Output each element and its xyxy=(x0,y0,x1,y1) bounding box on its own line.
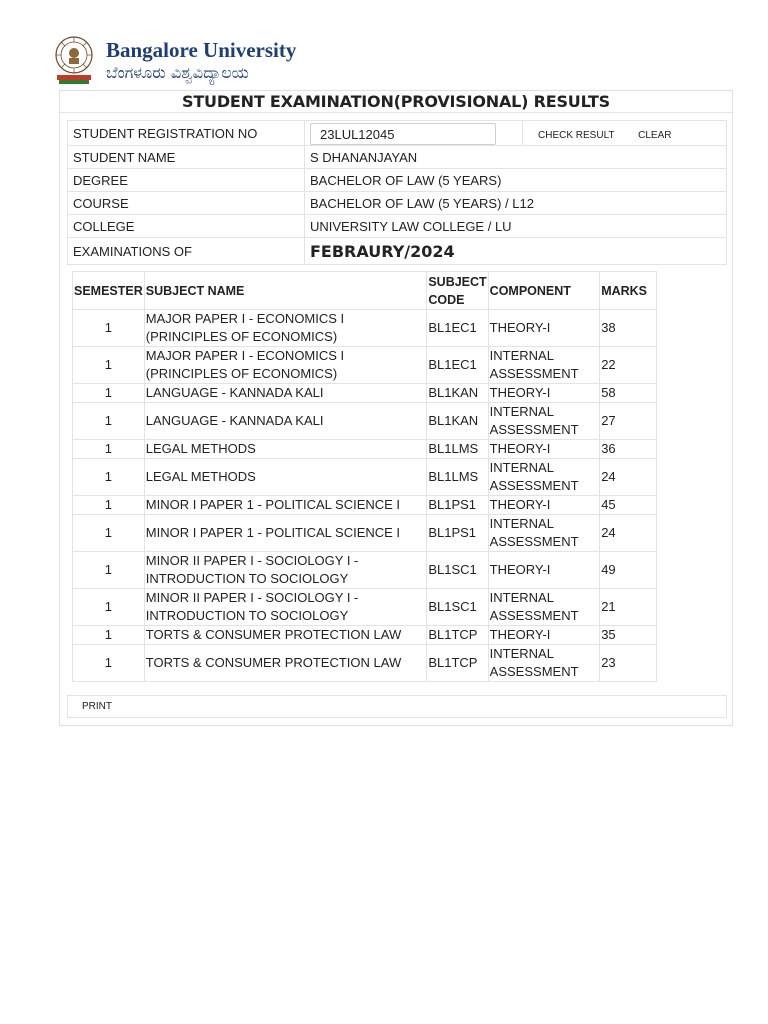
semester-cell: 1 xyxy=(73,496,145,515)
component-cell: THEORY-I xyxy=(488,626,600,645)
marks-cell: 36 xyxy=(600,440,657,459)
table-row xyxy=(73,552,657,589)
table-row xyxy=(73,626,657,645)
page-title: STUDENT EXAMINATION(PROVISIONAL) RESULTS xyxy=(60,91,732,113)
semester-cell: 1 xyxy=(73,552,145,589)
semester-cell: 1 xyxy=(73,384,145,403)
semester-cell: 1 xyxy=(73,347,145,384)
code-cell: BL1KAN xyxy=(427,384,488,403)
code-cell: BL1SC1 xyxy=(427,552,488,589)
university-name-kannada: ಬೆಂಗಳೂರು ವಿಶ್ವವಿದ್ಯಾಲಯ xyxy=(106,63,249,82)
semester-header: SEMESTER xyxy=(73,272,145,310)
code-cell: BL1TCP xyxy=(427,626,488,645)
table-row xyxy=(73,589,657,626)
subject-cell: MINOR I PAPER 1 - POLITICAL SCIENCE I xyxy=(144,515,427,552)
marks-cell: 24 xyxy=(600,459,657,496)
marks-cell: 22 xyxy=(600,347,657,384)
code-header: SUBJECT CODE xyxy=(427,272,488,310)
semester-cell: 1 xyxy=(73,440,145,459)
student-info-table xyxy=(67,120,727,265)
clear-button[interactable]: CLEAR xyxy=(638,129,672,141)
subject-cell: TORTS & CONSUMER PROTECTION LAW xyxy=(144,645,427,682)
code-cell: BL1EC1 xyxy=(427,347,488,384)
code-cell: BL1TCP xyxy=(427,645,488,682)
code-cell: BL1PS1 xyxy=(427,496,488,515)
component-cell: THEORY-I xyxy=(488,310,600,347)
exam-label: EXAMINATIONS OF xyxy=(68,238,305,265)
marks-header: MARKS xyxy=(600,272,657,310)
marks-cell: 23 xyxy=(600,645,657,682)
table-row xyxy=(73,645,657,682)
marks-cell: 24 xyxy=(600,515,657,552)
component-cell: INTERNAL ASSESSMENT xyxy=(488,515,600,552)
subject-cell: MINOR I PAPER 1 - POLITICAL SCIENCE I xyxy=(144,496,427,515)
degree-label: DEGREE xyxy=(68,169,305,192)
component-cell: THEORY-I xyxy=(488,384,600,403)
registration-input[interactable] xyxy=(310,123,496,145)
marks-cell: 21 xyxy=(600,589,657,626)
code-cell: BL1LMS xyxy=(427,440,488,459)
check-result-button[interactable]: CHECK RESULT xyxy=(538,129,615,141)
table-row xyxy=(73,440,657,459)
code-cell: BL1LMS xyxy=(427,459,488,496)
subject-cell: TORTS & CONSUMER PROTECTION LAW xyxy=(144,626,427,645)
component-cell: INTERNAL ASSESSMENT xyxy=(488,645,600,682)
subject-cell: LANGUAGE - KANNADA KALI xyxy=(144,384,427,403)
semester-cell: 1 xyxy=(73,515,145,552)
subject-cell: LANGUAGE - KANNADA KALI xyxy=(144,403,427,440)
subject-cell: LEGAL METHODS xyxy=(144,440,427,459)
marks-cell: 45 xyxy=(600,496,657,515)
marks-cell: 27 xyxy=(600,403,657,440)
course-row xyxy=(68,192,727,215)
component-cell: THEORY-I xyxy=(488,440,600,459)
print-button[interactable]: PRINT xyxy=(82,701,112,712)
semester-cell: 1 xyxy=(73,403,145,440)
degree-value: BACHELOR OF LAW (5 YEARS) xyxy=(305,169,727,192)
degree-row xyxy=(68,169,727,192)
university-name: Bangalore University xyxy=(106,38,297,62)
component-cell: INTERNAL ASSESSMENT xyxy=(488,403,600,440)
marks-header-row xyxy=(73,272,657,310)
marks-table xyxy=(72,271,657,682)
component-cell: INTERNAL ASSESSMENT xyxy=(488,347,600,384)
student-name-value: S DHANANJAYAN xyxy=(305,146,727,169)
table-row xyxy=(73,403,657,440)
college-value: UNIVERSITY LAW COLLEGE / LU xyxy=(305,215,727,238)
exam-row xyxy=(68,238,727,265)
component-cell: THEORY-I xyxy=(488,552,600,589)
course-label: COURSE xyxy=(68,192,305,215)
semester-cell: 1 xyxy=(73,310,145,347)
marks-cell: 38 xyxy=(600,310,657,347)
subject-cell: LEGAL METHODS xyxy=(144,459,427,496)
results-card xyxy=(59,90,733,726)
code-cell: BL1PS1 xyxy=(427,515,488,552)
registration-label: STUDENT REGISTRATION NO xyxy=(68,121,305,146)
table-row xyxy=(73,496,657,515)
subject-cell: MAJOR PAPER I - ECONOMICS I (PRINCIPLES OF ECONOMICS) xyxy=(144,347,427,384)
subject-header: SUBJECT NAME xyxy=(144,272,427,310)
course-value: BACHELOR OF LAW (5 YEARS) / L12 xyxy=(305,192,727,215)
site-header xyxy=(51,34,311,88)
table-row xyxy=(73,310,657,347)
subject-cell: MINOR II PAPER I - SOCIOLOGY I - INTRODUCTION TO SOCIOLOGY xyxy=(144,589,427,626)
college-label: COLLEGE xyxy=(68,215,305,238)
code-cell: BL1KAN xyxy=(427,403,488,440)
semester-cell: 1 xyxy=(73,589,145,626)
footer-bar xyxy=(67,695,727,718)
component-header: COMPONENT xyxy=(488,272,600,310)
university-emblem-icon xyxy=(51,34,97,86)
semester-cell: 1 xyxy=(73,645,145,682)
component-cell: THEORY-I xyxy=(488,496,600,515)
student-name-label: STUDENT NAME xyxy=(68,146,305,169)
code-cell: BL1SC1 xyxy=(427,589,488,626)
component-cell: INTERNAL ASSESSMENT xyxy=(488,589,600,626)
marks-cell: 58 xyxy=(600,384,657,403)
semester-cell: 1 xyxy=(73,459,145,496)
semester-cell: 1 xyxy=(73,626,145,645)
registration-row xyxy=(68,121,727,146)
marks-cell: 35 xyxy=(600,626,657,645)
code-cell: BL1EC1 xyxy=(427,310,488,347)
component-cell: INTERNAL ASSESSMENT xyxy=(488,459,600,496)
table-row xyxy=(73,515,657,552)
table-row xyxy=(73,384,657,403)
college-row xyxy=(68,215,727,238)
table-row xyxy=(73,459,657,496)
exam-value: FEBRAURY/2024 xyxy=(305,238,727,265)
subject-cell: MINOR II PAPER I - SOCIOLOGY I - INTRODUCTION TO SOCIOLOGY xyxy=(144,552,427,589)
student-name-row xyxy=(68,146,727,169)
subject-cell: MAJOR PAPER I - ECONOMICS I (PRINCIPLES OF ECONOMICS) xyxy=(144,310,427,347)
marks-cell: 49 xyxy=(600,552,657,589)
table-row xyxy=(73,347,657,384)
